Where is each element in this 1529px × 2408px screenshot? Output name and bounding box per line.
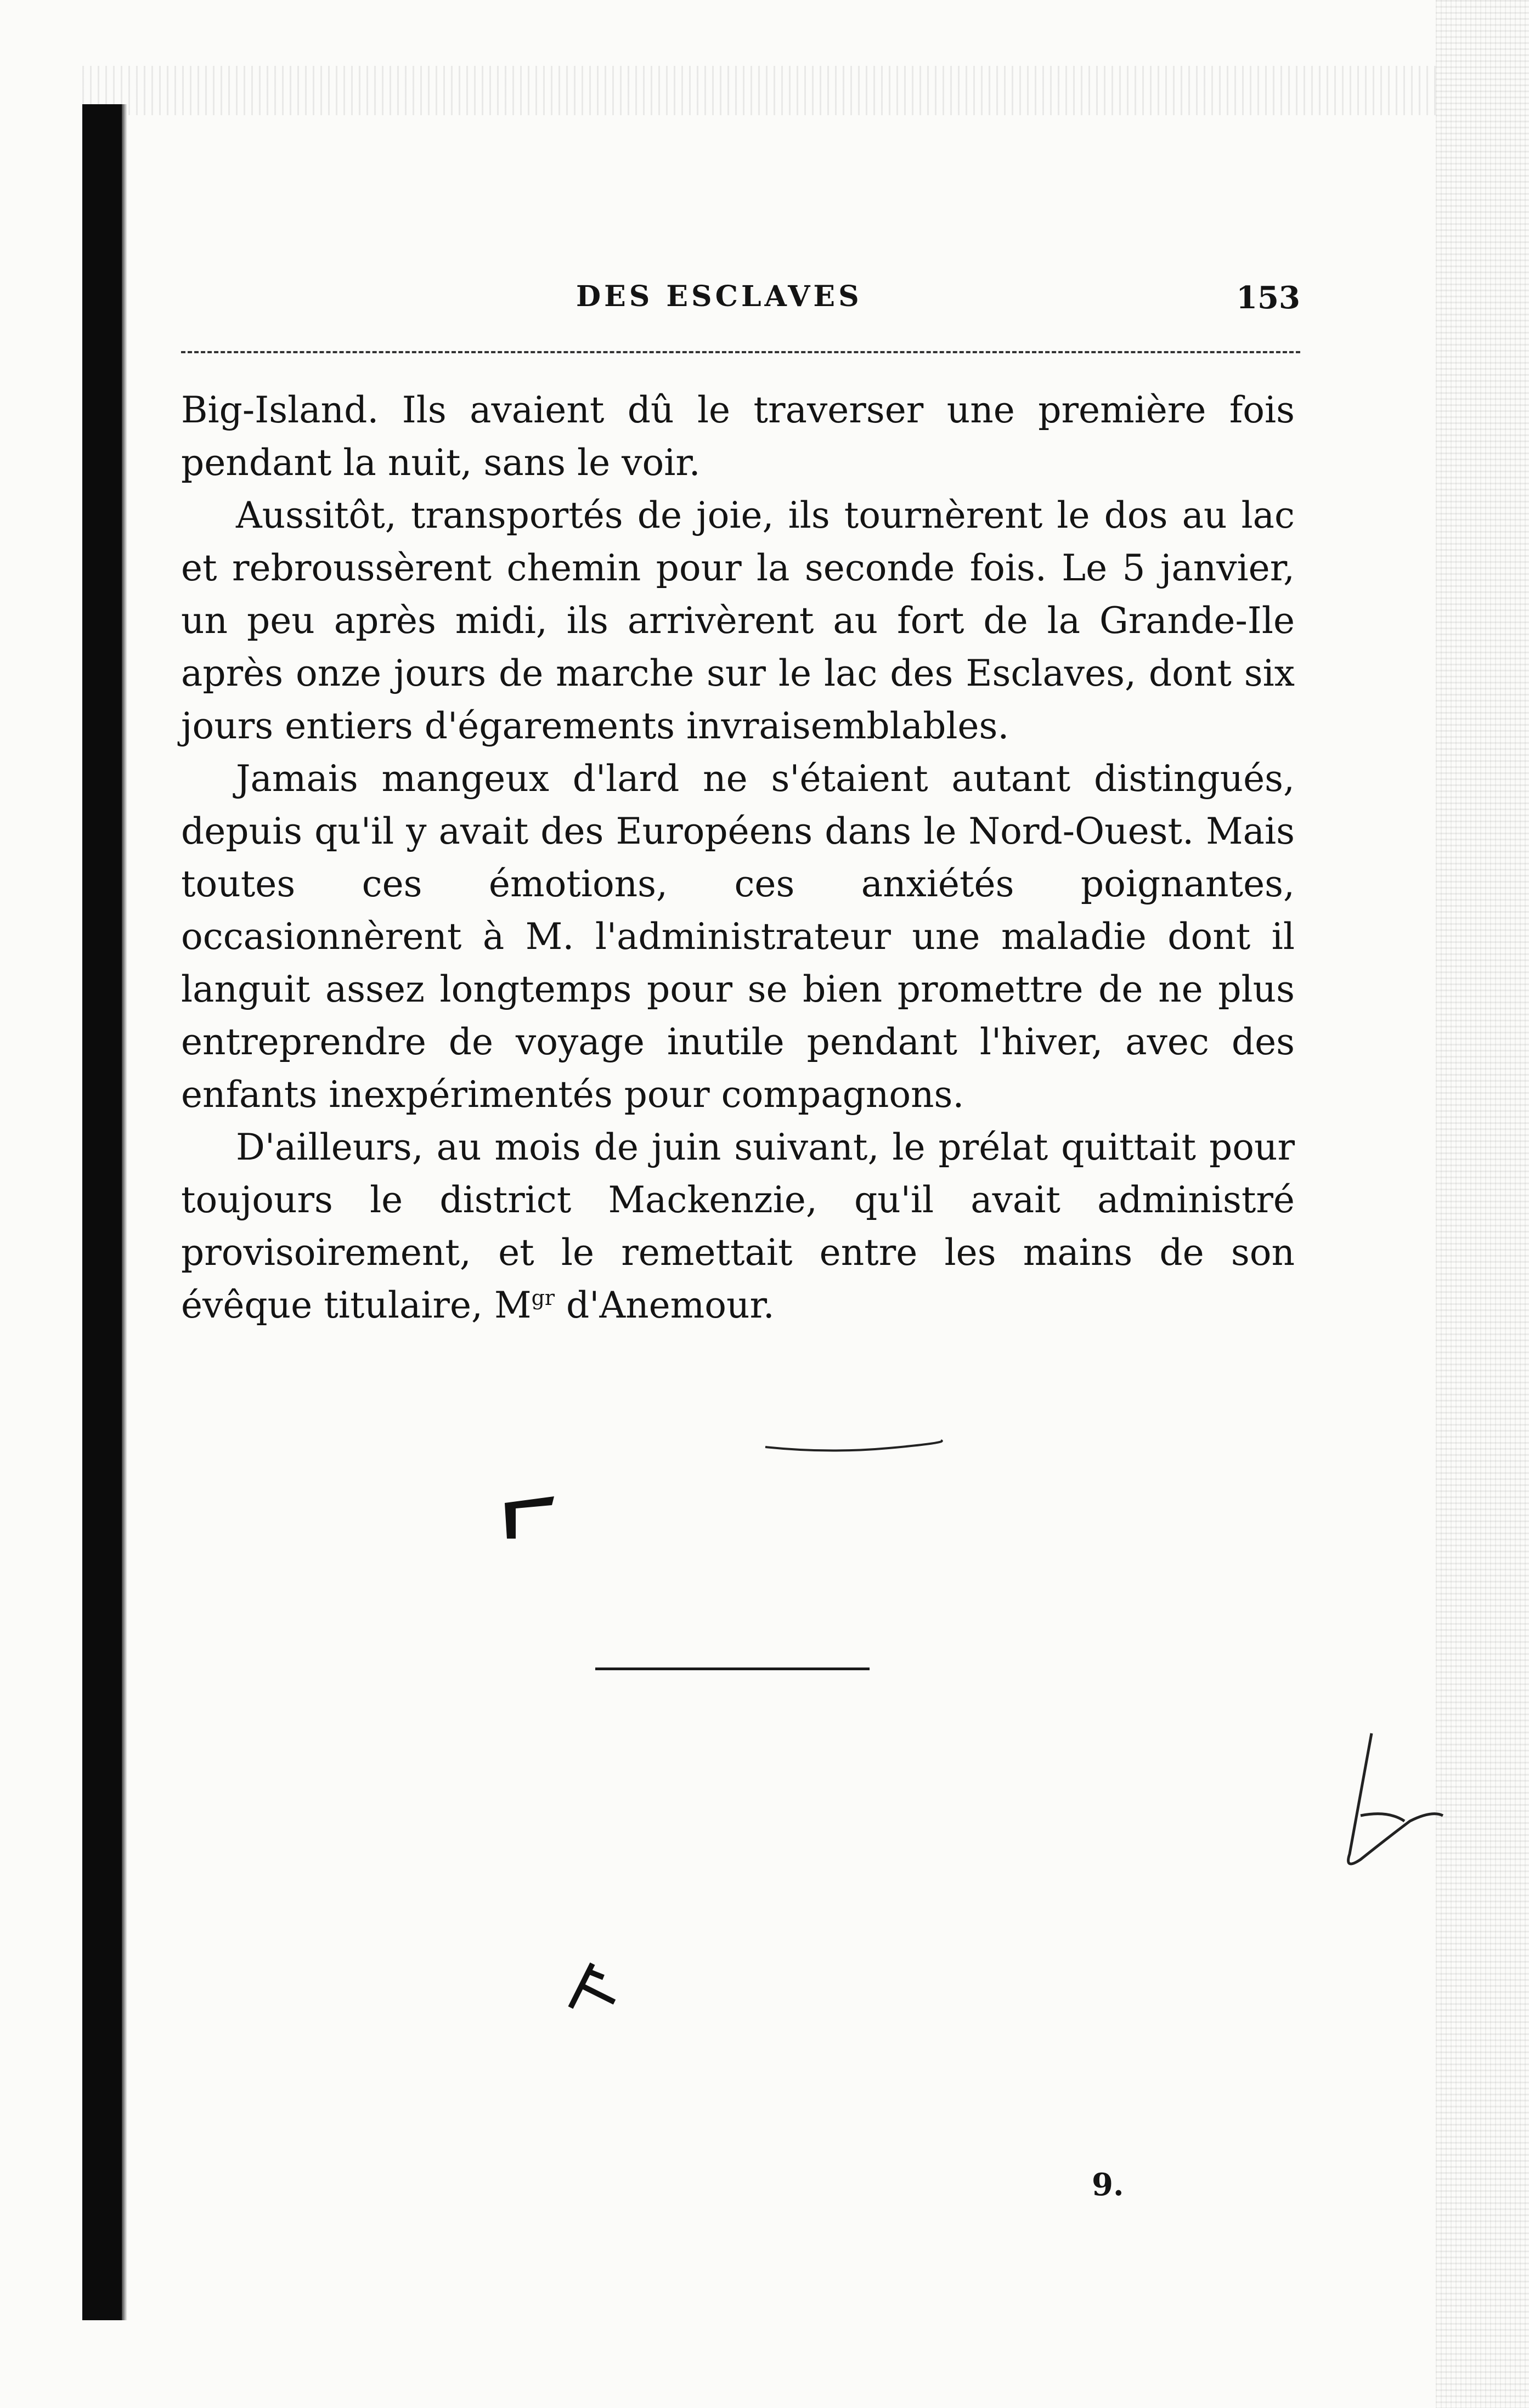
scan-noise-top bbox=[82, 66, 1437, 115]
binding-shadow bbox=[82, 104, 122, 2320]
paragraph-3: Jamais mangeux d'lard ne s'étaient autant distingués, depuis qu'il y avait des Européens dans le Nord-Ouest. Mais toutes ces émotions, ces anxiétés poignantes, occasionnèrent à M. l'administrateur une maladie dont il languit assez longtemps pour se bien promettre de ne plus entreprendre de voyage inutile pendant l'hiver, avec des enfants inexpérimentés pour compagnons. bbox=[181, 758, 1295, 1116]
paragraph-4-end: d'Anemour. bbox=[555, 1284, 775, 1326]
scan-noise-right bbox=[1436, 0, 1529, 2408]
page-number: 153 bbox=[1236, 280, 1300, 316]
paragraph-1: Big-Island. Ils avaient dû le traverser une première fois pendant la nuit, sans le voir. bbox=[181, 389, 1295, 484]
signature-mark: 9. bbox=[1092, 2167, 1124, 2203]
pencil-underline-mark bbox=[763, 1437, 944, 1454]
binding-edge bbox=[122, 104, 127, 2320]
monseigneur-superscript: gr bbox=[531, 1286, 555, 1310]
page-header bbox=[181, 280, 1300, 329]
body-text bbox=[181, 384, 1295, 1332]
pencil-scribble-margin bbox=[1339, 1728, 1448, 1870]
paragraph-4 bbox=[181, 1121, 1295, 1332]
end-rule bbox=[595, 1667, 870, 1670]
header-rule bbox=[181, 351, 1300, 353]
running-title: DES ESCLAVES bbox=[576, 280, 862, 313]
paragraph-2: Aussitôt, transportés de joie, ils tournèrent le dos au lac et rebroussèrent chemin pour la seconde fois. Le 5 janvier, un peu après midi, ils arrivèrent au fort de la Grande-Ile après onze jours de marche sur le lac des Esclaves, dont six jours entiers d'égarements invraisemblables. bbox=[181, 494, 1295, 747]
paragraph-4-text: D'ailleurs, au mois de juin suivant, le prélat quittait pour toujours le district Mackenzie, qu'il avait administré provisoirement, et le remettait entre les mains de son évêque titulaire, M bbox=[181, 1126, 1295, 1326]
ink-mark-corner bbox=[499, 1492, 560, 1541]
ink-mark-scribble bbox=[560, 1953, 620, 2013]
